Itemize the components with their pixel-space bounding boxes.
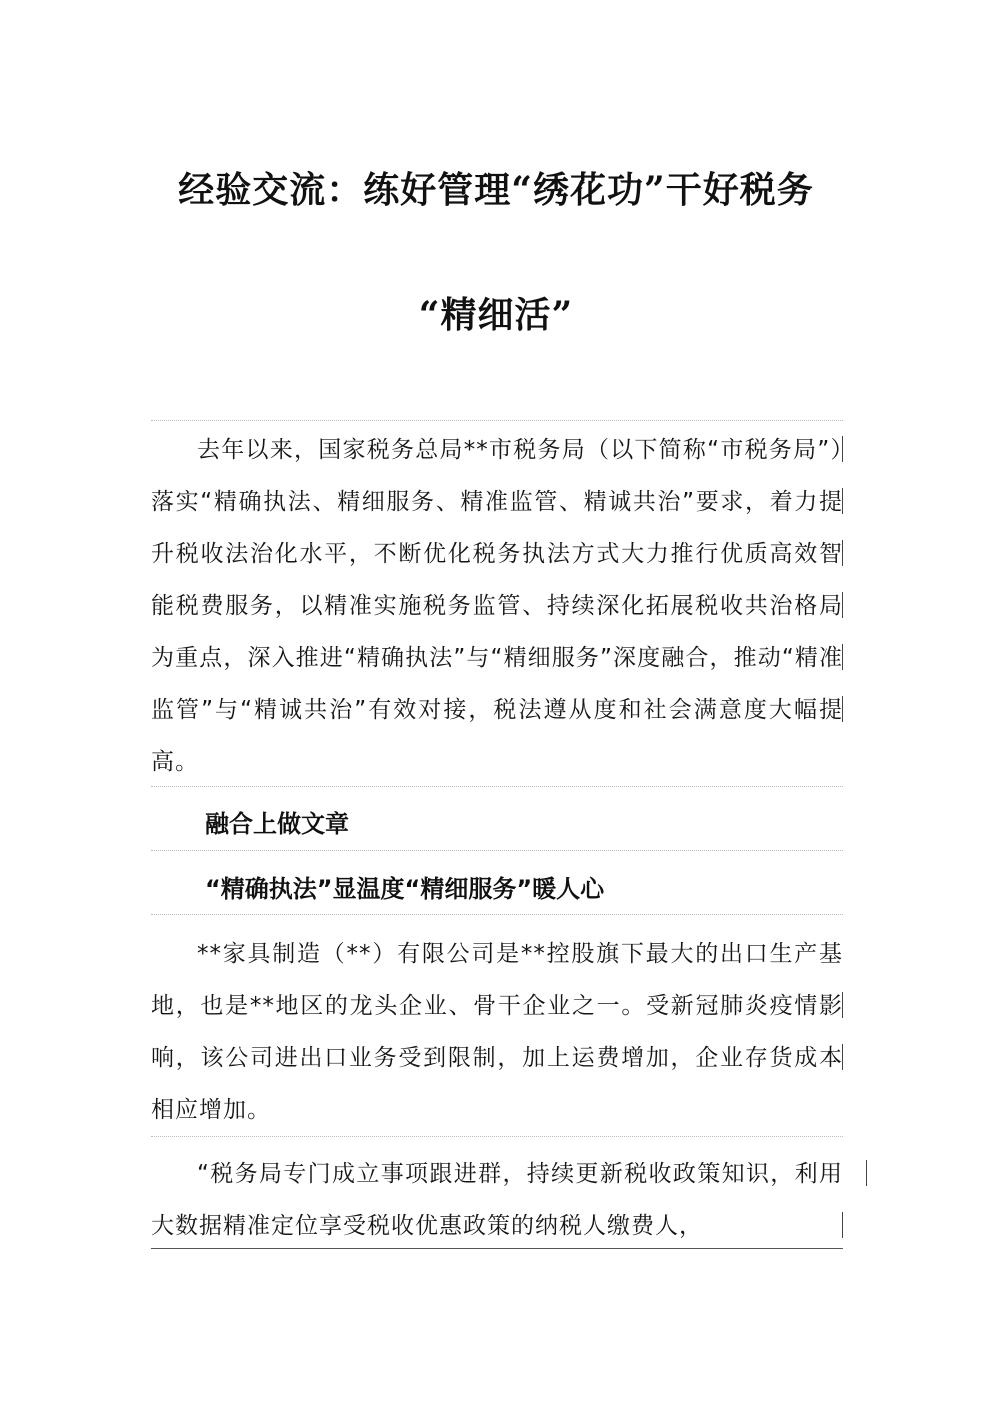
document-title-line2: “精细活” — [418, 294, 574, 336]
margin-mark — [842, 436, 843, 462]
body-paragraph-2-container — [151, 928, 843, 1136]
divider — [151, 786, 843, 787]
section-heading-2: “精确执法”显温度“精细服务”暖人心 — [205, 875, 605, 903]
margin-mark — [842, 696, 843, 722]
divider — [151, 1136, 843, 1137]
document-title-line1: 经验交流：练好管理“绣花功”干好税务 — [178, 169, 814, 211]
body-paragraph-3-container — [151, 1148, 843, 1252]
margin-mark — [842, 992, 843, 1018]
body-paragraph-1-container — [151, 424, 843, 788]
divider — [151, 850, 843, 851]
section-heading-1-container — [151, 804, 843, 844]
margin-mark — [842, 1212, 843, 1238]
margin-mark — [842, 644, 843, 670]
body-paragraph-2: **家具制造（**）有限公司是**控股旗下最大的出口生产基地，也是**地区的龙头企业、骨干企业之一。受新冠肺炎疫情影响，该公司进出口业务受到限制，加上运费增加，企业存货成本相应增加。 — [151, 941, 843, 1123]
section-heading-2-container — [151, 869, 843, 909]
margin-mark — [842, 488, 843, 514]
divider — [151, 1248, 843, 1249]
section-heading-1: 融合上做文章 — [205, 810, 349, 838]
margin-mark — [866, 1160, 867, 1186]
divider — [151, 914, 843, 915]
body-paragraph-1: 去年以来，国家税务总局**市税务局（以下简称“市税务局”）落实“精确执法、精细服务、精准监管、精诚共治”要求，着力提升税收法治化水平，不断优化税务执法方式大力推行优质高效智能税费服务，以精准实施税务监管、持续深化拓展税收共治格局为重点，深入推进“精确执法”与“精细服务”深度融合，推动“精准监管”与“精诚共治”有效对接，税法遵从度和社会满意度大幅提高。 — [151, 437, 843, 775]
margin-mark — [842, 592, 843, 618]
margin-mark — [842, 540, 843, 566]
margin-mark — [842, 1044, 843, 1070]
body-paragraph-3: “税务局专门成立事项跟进群，持续更新税收政策知识，利用大数据精准定位享受税收优惠政策的纳税人缴费人， — [151, 1161, 843, 1239]
divider — [151, 420, 843, 421]
